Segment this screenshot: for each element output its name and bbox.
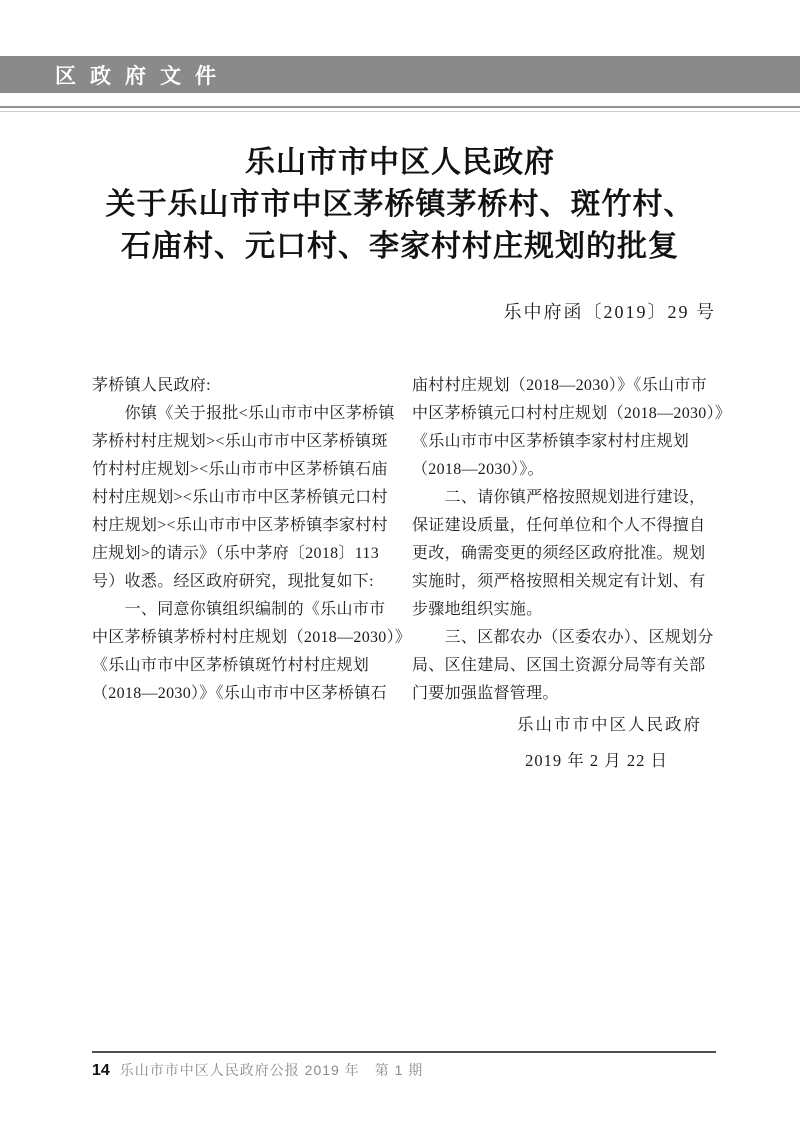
document-title-line: 关于乐山市市中区茅桥镇茅桥村、斑竹村、: [105, 188, 695, 221]
header-band: [0, 56, 800, 93]
header-separator-rule-light: [0, 111, 800, 112]
body-line: 保证建设质量，任何单位和个人不得擅自: [412, 517, 706, 534]
body-line: 更改，确需变更的须经区政府批准。规划: [412, 545, 706, 562]
body-line: 一、同意你镇组织编制的《乐山市市: [92, 601, 386, 618]
body-line: （2018—2030）》《乐山市市中区茅桥镇石: [92, 685, 387, 702]
body-line: 《乐山市市中区茅桥镇斑竹村村庄规划: [92, 657, 370, 674]
document-title-line: 乐山市市中区人民政府: [245, 146, 555, 179]
signature-block: [412, 710, 716, 776]
footer-rule: [92, 1051, 716, 1053]
page-footer: [92, 1060, 716, 1080]
body-line: 三、区都农办（区委农办）、区规划分: [412, 629, 714, 646]
body-line: 二、请你镇严格按照规划进行建设，: [412, 489, 706, 506]
body-column-right: [412, 372, 732, 708]
body-column-left: [92, 372, 412, 708]
body-line: 中区茅桥镇元口村村庄规划（2018—2030）》: [412, 405, 732, 422]
body-line: 中区茅桥镇茅桥村村庄规划（2018—2030）》: [92, 629, 412, 646]
body-line: 茅桥镇人民政府:: [92, 377, 211, 394]
document-title-line: 石庙村、元口村、李家村村庄规划的批复: [121, 230, 679, 263]
body-line: 村庄规划><乐山市市中区茅桥镇李家村村: [92, 517, 388, 534]
document-body: [92, 372, 732, 708]
signature-date: 2019 年 2 月 22 日: [525, 751, 668, 770]
body-line: 你镇《关于报批<乐山市市中区茅桥镇: [92, 405, 395, 422]
header-band-label: 区政府文件: [55, 64, 230, 88]
body-line: 《乐山市市中区茅桥镇李家村村庄规划: [412, 433, 690, 450]
footer-page-number: 14: [92, 1062, 110, 1079]
body-line: 庄规划>的请示》（乐中茅府〔2018〕113: [92, 545, 380, 562]
body-line: 茅桥村村庄规划><乐山市市中区茅桥镇斑: [92, 433, 388, 450]
header-separator-rule: [0, 106, 800, 108]
body-line: 局、区住建局、区国土资源分局等有关部: [412, 657, 706, 674]
footer-gazette-title: 乐山市市中区人民政府公报 2019 年 第 1 期: [119, 1062, 424, 1078]
document-number: 乐中府函〔2019〕29 号: [503, 302, 716, 322]
body-line: 庙村村庄规划（2018—2030）》《乐山市市: [412, 377, 707, 394]
body-line: （2018—2030）》。: [412, 461, 544, 478]
body-line: 实施时，须严格按照相关规定有计划、有: [412, 573, 706, 590]
body-line: 村村庄规划><乐山市市中区茅桥镇元口村: [92, 489, 388, 506]
body-line: 竹村村庄规划><乐山市市中区茅桥镇石庙: [92, 461, 388, 478]
document-title: [0, 142, 800, 268]
signature-organization: 乐山市市中区人民政府: [517, 715, 702, 734]
body-line: 门要加强监督管理。: [412, 685, 559, 702]
body-line: 号）收悉。经区政府研究，现批复如下:: [92, 573, 374, 590]
body-line: 步骤地组织实施。: [412, 601, 543, 618]
